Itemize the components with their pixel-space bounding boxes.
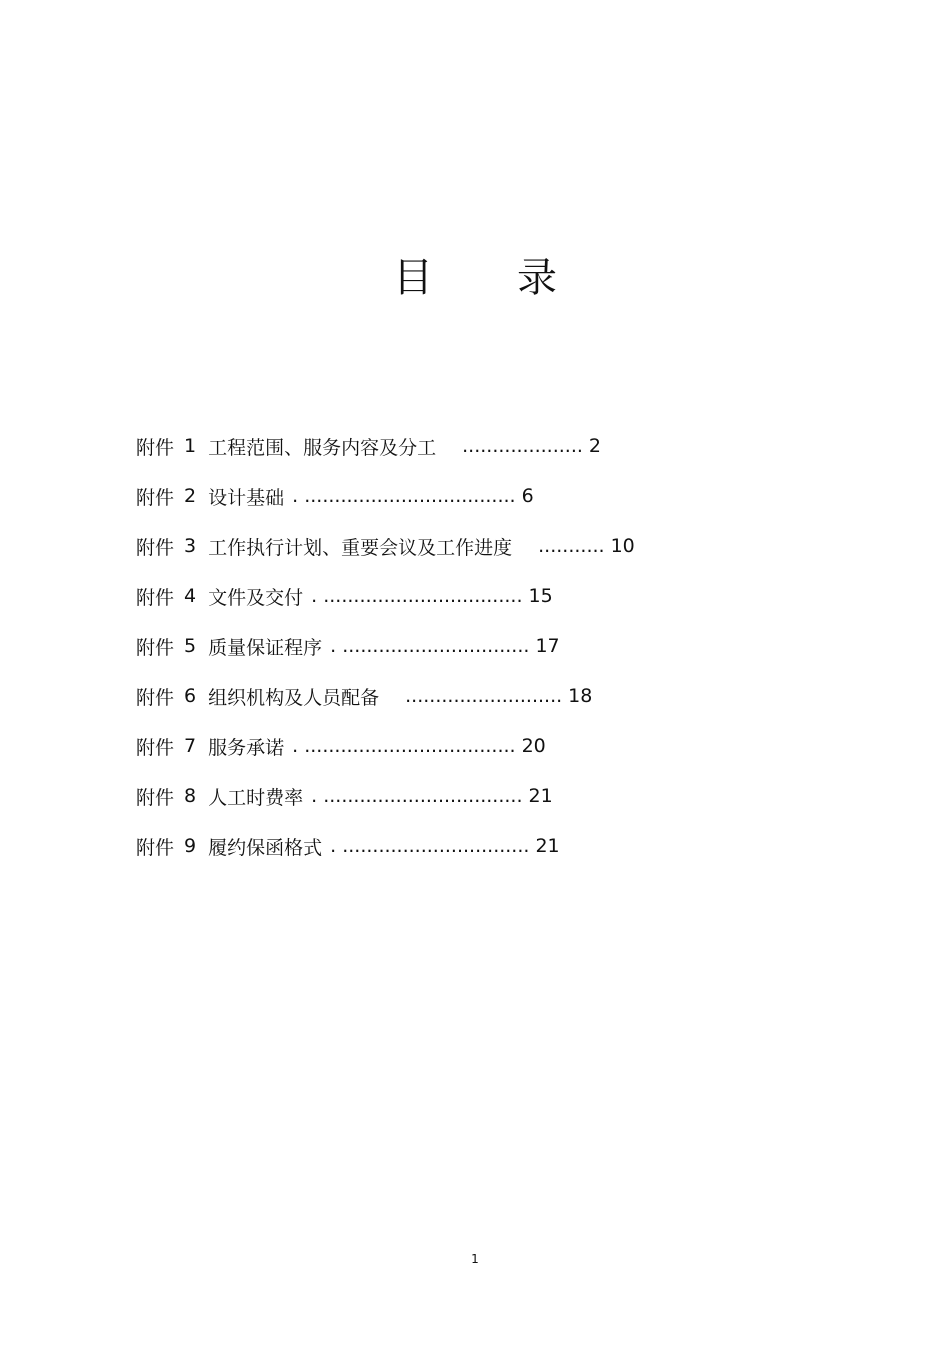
toc-entry-page: 6 [521,485,534,507]
toc-entry-label: 人工时费率 [208,786,304,809]
toc-entry-page: 18 [568,685,593,707]
toc-entry-label: 设计基础 [208,486,285,509]
toc-entry-prefix: 附件 [136,736,175,759]
toc-entry-leader: . ............................... [330,835,530,857]
toc-entry-7[interactable] [136,721,836,771]
toc-entry-prefix: 附件 [136,636,175,659]
toc-entry-1[interactable] [136,421,836,471]
toc-entry-label: 工作执行计划、重要会议及工作进度 [208,536,513,559]
toc-entry-leader: ........... [538,535,605,557]
toc-entry-page: 17 [535,635,560,657]
toc-entry-page: 20 [521,735,546,757]
toc-entry-number: 6 [184,685,197,707]
toc-entry-2[interactable] [136,471,836,521]
toc-entry-prefix: 附件 [136,786,175,809]
toc-entry-leader: . ............................... [330,635,530,657]
toc-entry-leader: .................... [462,435,583,457]
toc-entry-number: 4 [184,585,197,607]
toc-entry-number: 9 [184,835,197,857]
toc-entry-prefix: 附件 [136,436,175,459]
toc-title [0,252,950,304]
toc-entry-leader: . ................................. [311,585,523,607]
table-of-contents [136,421,836,871]
toc-title-char-2: 录 [517,255,557,301]
toc-entry-leader: .......................... [405,685,563,707]
toc-entry-prefix: 附件 [136,536,175,559]
page-number: 1 [471,1252,479,1266]
toc-entry-3[interactable] [136,521,836,571]
toc-entry-leader: . ................................. [311,785,523,807]
toc-entry-8[interactable] [136,771,836,821]
toc-entry-6[interactable] [136,671,836,721]
toc-entry-label: 文件及交付 [208,586,304,609]
toc-entry-page: 10 [610,535,635,557]
toc-entry-prefix: 附件 [136,586,175,609]
toc-entry-number: 3 [184,535,197,557]
toc-entry-number: 7 [184,735,197,757]
toc-entry-page: 2 [588,435,602,457]
toc-entry-9[interactable] [136,821,836,871]
toc-entry-label: 组织机构及人员配备 [208,686,380,709]
toc-entry-label: 服务承诺 [208,736,285,759]
toc-entry-number: 1 [184,435,197,457]
toc-entry-prefix: 附件 [136,686,175,709]
toc-entry-leader: . ................................... [292,485,516,507]
toc-entry-4[interactable] [136,571,836,621]
toc-entry-page: 21 [528,785,553,807]
toc-entry-page: 15 [528,585,553,607]
toc-entry-prefix: 附件 [136,836,175,859]
toc-entry-prefix: 附件 [136,486,175,509]
toc-entry-number: 5 [184,635,197,657]
toc-entry-label: 工程范围、服务内容及分工 [208,436,437,459]
toc-entry-number: 8 [184,785,197,807]
toc-entry-label: 履约保函格式 [208,836,323,859]
toc-entry-page: 21 [535,835,560,857]
toc-entry-5[interactable] [136,621,836,671]
toc-title-char-1: 目 [393,255,433,301]
toc-entry-leader: . ................................... [292,735,516,757]
toc-entry-number: 2 [184,485,197,507]
toc-entry-label: 质量保证程序 [208,636,323,659]
